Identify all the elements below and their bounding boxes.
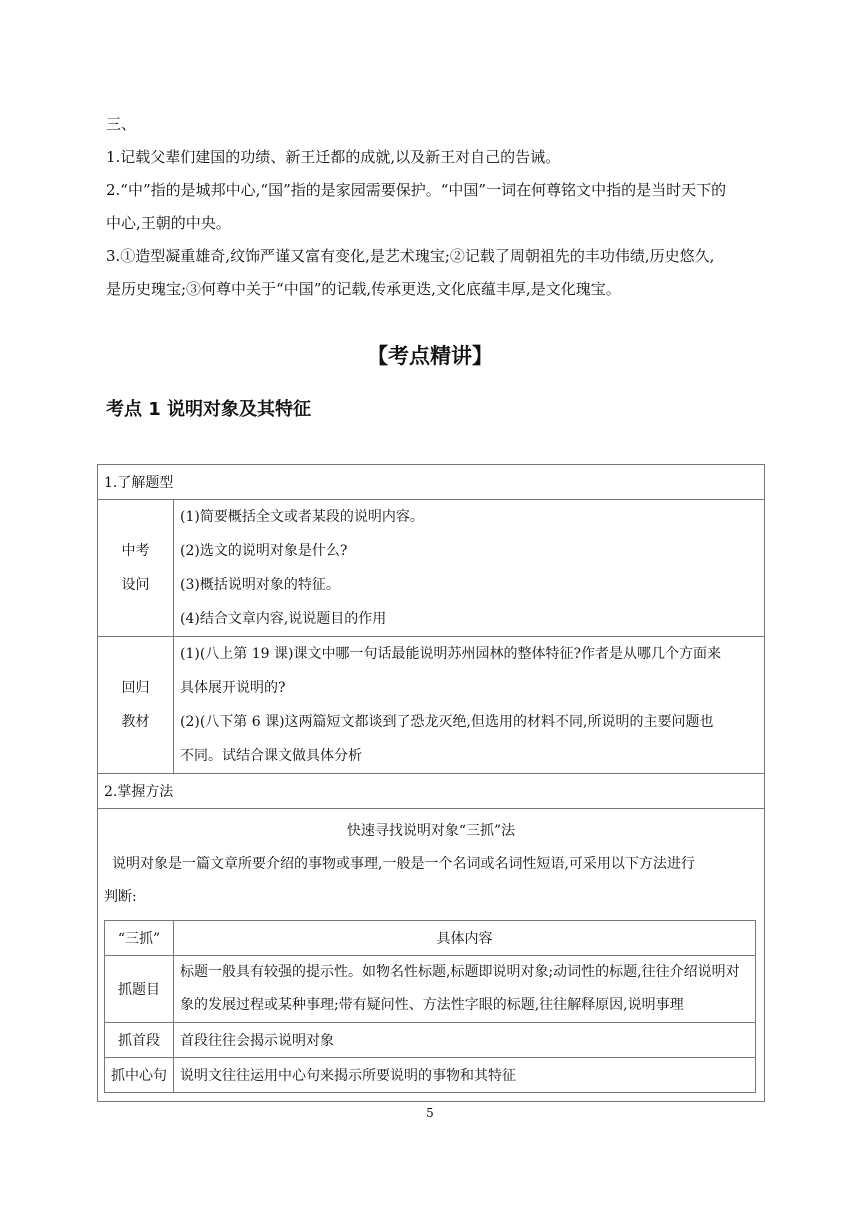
grab-row-line: 象的发展过程或某种事理;带有疑问性、方法性字眼的标题,往往解释原因,说明事理 (180, 997, 684, 1013)
page-number: 5 (426, 1106, 434, 1120)
grab-row-content: 首段往往会揭示说明对象 (174, 1023, 756, 1058)
inner-header-left: “三抓” (105, 921, 174, 956)
exam-point-table (97, 464, 765, 1102)
method-cell (98, 809, 765, 1102)
huigui-label-line1: 回归 (121, 680, 150, 696)
zhongkao-item: (3)概括说明对象的特征。 (180, 577, 340, 593)
kaodian-title: 考点 1 说明对象及其特征 (106, 399, 312, 420)
zhongkao-item: (1)简要概括全文或者某段的说明内容。 (180, 509, 424, 525)
method-desc-line2: 判断: (104, 889, 137, 905)
method-desc-line1: 说明对象是一篇文章所要介绍的事物或事理,一般是一个名词或名词性短语,可采用以下方法进行 (112, 856, 695, 872)
huigui-item: (2)(八下第 6 课)这两篇短文都谈到了恐龙灭绝,但选用的材料不同,所说明的主要问题也 (180, 714, 714, 730)
grab-row-label: 抓题目 (105, 956, 174, 1023)
grab-row-label: 抓中心句 (105, 1058, 174, 1093)
huigui-item: 具体展开说明的? (180, 680, 286, 696)
answer-line-5: 是历史瑰宝;③何尊中关于“中国”的记载,传承更迭,文化底蕴丰厚,是文化瑰宝。 (106, 280, 621, 298)
grab-row-label: 抓首段 (105, 1023, 174, 1058)
zhongkao-label (98, 500, 174, 637)
answer-line-4: 3.①造型凝重雄奇,纹饰严谨又富有变化,是艺术瑰宝;②记载了周朝祖先的丰功伟绩,历史悠久, (106, 247, 715, 265)
inner-header-right: 具体内容 (174, 921, 756, 956)
zhongkao-item: (4)结合文章内容,说说题目的作用 (180, 611, 387, 627)
answer-line-3: 中心,王朝的中央。 (106, 214, 231, 232)
answer-line-1: 1.记载父辈们建国的功绩、新王迁都的成就,以及新王对自己的告诫。 (106, 148, 561, 166)
zhongkao-content (174, 500, 765, 637)
row-header-methods: 2.掌握方法 (98, 774, 765, 809)
grab-row-content: 说明文往往运用中心句来揭示所要说明的事物和其特征 (174, 1058, 756, 1093)
section-heading: 【考点精讲】 (367, 344, 493, 368)
answer-line-2: 2.“中”指的是城邦中心,“国”指的是家园需要保护。“中国”一词在何尊铭文中指的是当时天下的 (106, 181, 727, 199)
grab-row-line: 标题一般具有较强的提示性。如物名性标题,标题即说明对象;动词性的标题,往往介绍说明对 (180, 964, 740, 980)
huigui-label-line2: 教材 (121, 714, 150, 730)
huigui-label (98, 637, 174, 774)
three-grab-table (104, 920, 756, 1093)
grab-row-content (174, 956, 756, 1023)
huigui-item: (1)(八上第 19 课)课文中哪一句话最能说明苏州园林的整体特征?作者是从哪几个方面来 (180, 646, 721, 662)
method-title: 快速寻找说明对象“三抓”法 (346, 823, 516, 839)
row-header-question-types: 1.了解题型 (98, 465, 765, 500)
zhongkao-item: (2)选文的说明对象是什么? (180, 543, 348, 559)
zhongkao-label-line1: 中考 (121, 543, 150, 559)
zhongkao-label-line2: 设问 (121, 577, 150, 593)
huigui-item: 不同。试结合课文做具体分析 (180, 748, 362, 764)
huigui-content (174, 637, 765, 774)
section-three-label: 三、 (106, 115, 137, 133)
